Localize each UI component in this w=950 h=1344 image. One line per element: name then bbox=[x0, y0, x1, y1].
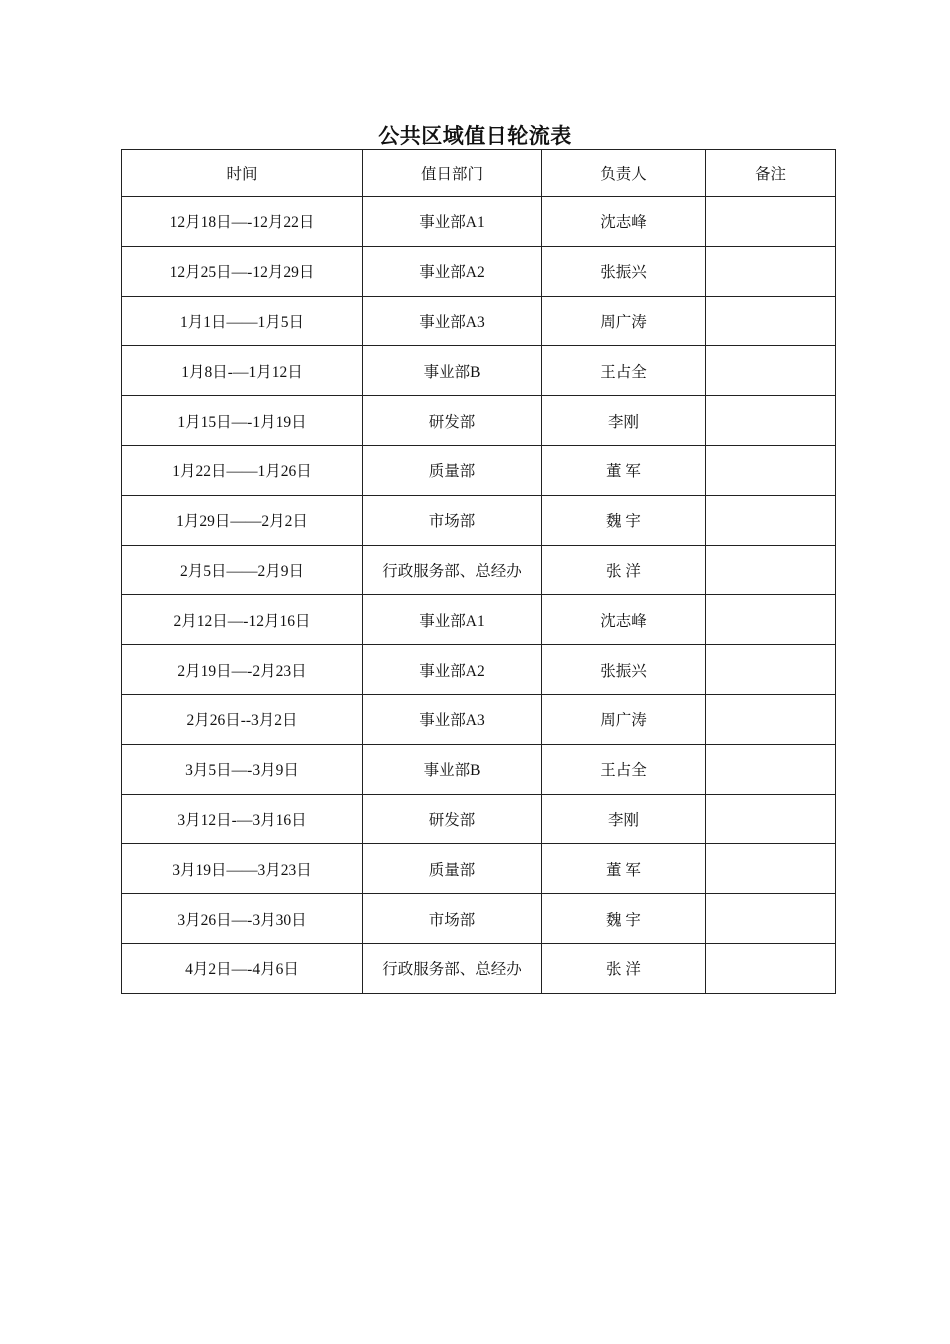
department-cell: 事业部A3 bbox=[363, 694, 542, 744]
time-cell: 1月29日——2月2日 bbox=[122, 495, 363, 545]
note-cell bbox=[706, 545, 836, 595]
table-row bbox=[122, 844, 836, 894]
table-row bbox=[122, 545, 836, 595]
time-cell: 2月26日--3月2日 bbox=[122, 694, 363, 744]
person-cell: 周广涛 bbox=[542, 694, 706, 744]
table-body bbox=[122, 197, 836, 994]
department-cell: 事业部A2 bbox=[363, 246, 542, 296]
table-row bbox=[122, 694, 836, 744]
column-header-person: 负责人 bbox=[542, 150, 706, 197]
person-cell: 张振兴 bbox=[542, 246, 706, 296]
table-row bbox=[122, 246, 836, 296]
person-cell: 张 洋 bbox=[542, 943, 706, 993]
department-cell: 市场部 bbox=[363, 495, 542, 545]
table-row bbox=[122, 943, 836, 993]
note-cell bbox=[706, 844, 836, 894]
note-cell bbox=[706, 943, 836, 993]
time-cell: 2月19日—-2月23日 bbox=[122, 645, 363, 695]
time-cell: 2月12日—-12月16日 bbox=[122, 595, 363, 645]
note-cell bbox=[706, 894, 836, 944]
table-row bbox=[122, 495, 836, 545]
time-cell: 1月1日——1月5日 bbox=[122, 296, 363, 346]
department-cell: 事业部A3 bbox=[363, 296, 542, 346]
person-cell: 周广涛 bbox=[542, 296, 706, 346]
table-row bbox=[122, 346, 836, 396]
note-cell bbox=[706, 744, 836, 794]
department-cell: 研发部 bbox=[363, 794, 542, 844]
time-cell: 12月25日—-12月29日 bbox=[122, 246, 363, 296]
time-cell: 12月18日—-12月22日 bbox=[122, 197, 363, 247]
table-row bbox=[122, 445, 836, 495]
person-cell: 王占全 bbox=[542, 346, 706, 396]
duty-rotation-table bbox=[121, 149, 836, 994]
table-row bbox=[122, 744, 836, 794]
table-row bbox=[122, 296, 836, 346]
time-cell: 1月15日—-1月19日 bbox=[122, 396, 363, 446]
note-cell bbox=[706, 694, 836, 744]
note-cell bbox=[706, 595, 836, 645]
note-cell bbox=[706, 645, 836, 695]
table-row bbox=[122, 197, 836, 247]
time-cell: 4月2日—-4月6日 bbox=[122, 943, 363, 993]
department-cell: 行政服务部、总经办 bbox=[363, 943, 542, 993]
department-cell: 事业部B bbox=[363, 744, 542, 794]
person-cell: 李刚 bbox=[542, 794, 706, 844]
person-cell: 沈志峰 bbox=[542, 595, 706, 645]
column-header-time: 时间 bbox=[122, 150, 363, 197]
person-cell: 李刚 bbox=[542, 396, 706, 446]
note-cell bbox=[706, 296, 836, 346]
time-cell: 3月19日——3月23日 bbox=[122, 844, 363, 894]
note-cell bbox=[706, 246, 836, 296]
department-cell: 事业部B bbox=[363, 346, 542, 396]
department-cell: 事业部A2 bbox=[363, 645, 542, 695]
table-row bbox=[122, 794, 836, 844]
department-cell: 研发部 bbox=[363, 396, 542, 446]
table-row bbox=[122, 645, 836, 695]
note-cell bbox=[706, 197, 836, 247]
department-cell: 事业部A1 bbox=[363, 595, 542, 645]
person-cell: 董 军 bbox=[542, 844, 706, 894]
department-cell: 行政服务部、总经办 bbox=[363, 545, 542, 595]
table-header-row bbox=[122, 150, 836, 197]
column-header-department: 值日部门 bbox=[363, 150, 542, 197]
person-cell: 魏 宇 bbox=[542, 894, 706, 944]
time-cell: 2月5日——2月9日 bbox=[122, 545, 363, 595]
time-cell: 1月8日-—1月12日 bbox=[122, 346, 363, 396]
column-header-note: 备注 bbox=[706, 150, 836, 197]
table-row bbox=[122, 396, 836, 446]
time-cell: 3月5日—-3月9日 bbox=[122, 744, 363, 794]
note-cell bbox=[706, 794, 836, 844]
note-cell bbox=[706, 445, 836, 495]
person-cell: 张振兴 bbox=[542, 645, 706, 695]
time-cell: 1月22日——1月26日 bbox=[122, 445, 363, 495]
time-cell: 3月26日—-3月30日 bbox=[122, 894, 363, 944]
time-cell: 3月12日-—3月16日 bbox=[122, 794, 363, 844]
department-cell: 质量部 bbox=[363, 445, 542, 495]
note-cell bbox=[706, 495, 836, 545]
department-cell: 市场部 bbox=[363, 894, 542, 944]
person-cell: 王占全 bbox=[542, 744, 706, 794]
note-cell bbox=[706, 346, 836, 396]
department-cell: 事业部A1 bbox=[363, 197, 542, 247]
person-cell: 沈志峰 bbox=[542, 197, 706, 247]
person-cell: 魏 宇 bbox=[542, 495, 706, 545]
person-cell: 张 洋 bbox=[542, 545, 706, 595]
document-title: 公共区域值日轮流表 bbox=[378, 124, 572, 148]
table-row bbox=[122, 894, 836, 944]
person-cell: 董 军 bbox=[542, 445, 706, 495]
department-cell: 质量部 bbox=[363, 844, 542, 894]
table-row bbox=[122, 595, 836, 645]
note-cell bbox=[706, 396, 836, 446]
